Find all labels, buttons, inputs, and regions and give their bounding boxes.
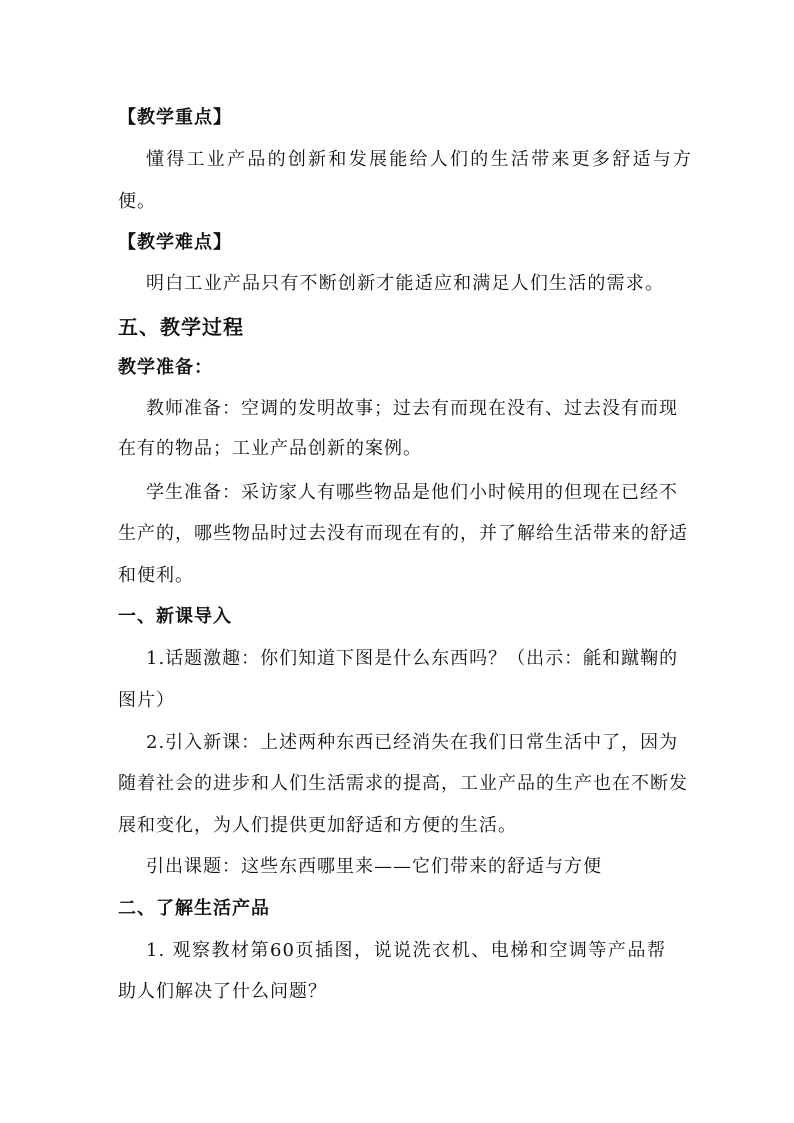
- observe-line1: 1. 观察教材第60页插图，说说洗衣机、电梯和空调等产品帮: [146, 940, 666, 961]
- step-2-line2: 随着社会的进步和人们生活需求的提高，工业产品的生产也在不断发: [118, 773, 688, 794]
- part-1-heading: 一、新课导入: [118, 606, 232, 627]
- teacher-prep-line2: 在有的物品；工业产品创新的案例。: [118, 438, 422, 459]
- student-prep-line1: 学生准备：采访家人有哪些物品是他们小时候用的但现在已经不: [146, 482, 678, 503]
- section-5-heading: 五、教学过程: [118, 315, 244, 339]
- focus-heading: 【教学重点】: [118, 107, 232, 128]
- difficulty-heading: 【教学难点】: [118, 232, 232, 253]
- focus-text-line1: 懂得工业产品的创新和发展能给人们的生活带来更多舒适与方: [146, 149, 692, 170]
- observe-line2: 助人们解决了什么问题？: [118, 981, 327, 1002]
- teacher-prep-line1: 教师准备：空调的发明故事；过去有而现在没有、过去没有而现: [146, 398, 678, 419]
- student-prep-line2: 生产的，哪些物品时过去没有而现在有的，并了解给生活带来的舒适: [118, 523, 688, 544]
- focus-text-line2: 便。: [118, 191, 156, 212]
- step-1-line1: 1.话题激趣：你们知道下图是什么东西吗？（出示：毹和蹴鞠的: [146, 648, 679, 669]
- part-2-heading: 二、了解生活产品: [118, 898, 270, 919]
- prep-heading: 教学准备：: [118, 357, 213, 378]
- difficulty-text: 明白工业产品只有不断创新才能适应和满足人们生活的需求。: [146, 273, 664, 294]
- step-2-line3: 展和变化，为人们提供更加舒适和方便的生活。: [118, 815, 517, 836]
- step-1-line2: 图片）: [118, 690, 175, 711]
- student-prep-line3: 和便利。: [118, 565, 194, 586]
- step-2-line1: 2.引入新课：上述两种东西已经消失在我们日常生活中了，因为: [146, 732, 679, 753]
- topic-line: 引出课题：这些东西哪里来——它们带来的舒适与方便: [146, 856, 602, 877]
